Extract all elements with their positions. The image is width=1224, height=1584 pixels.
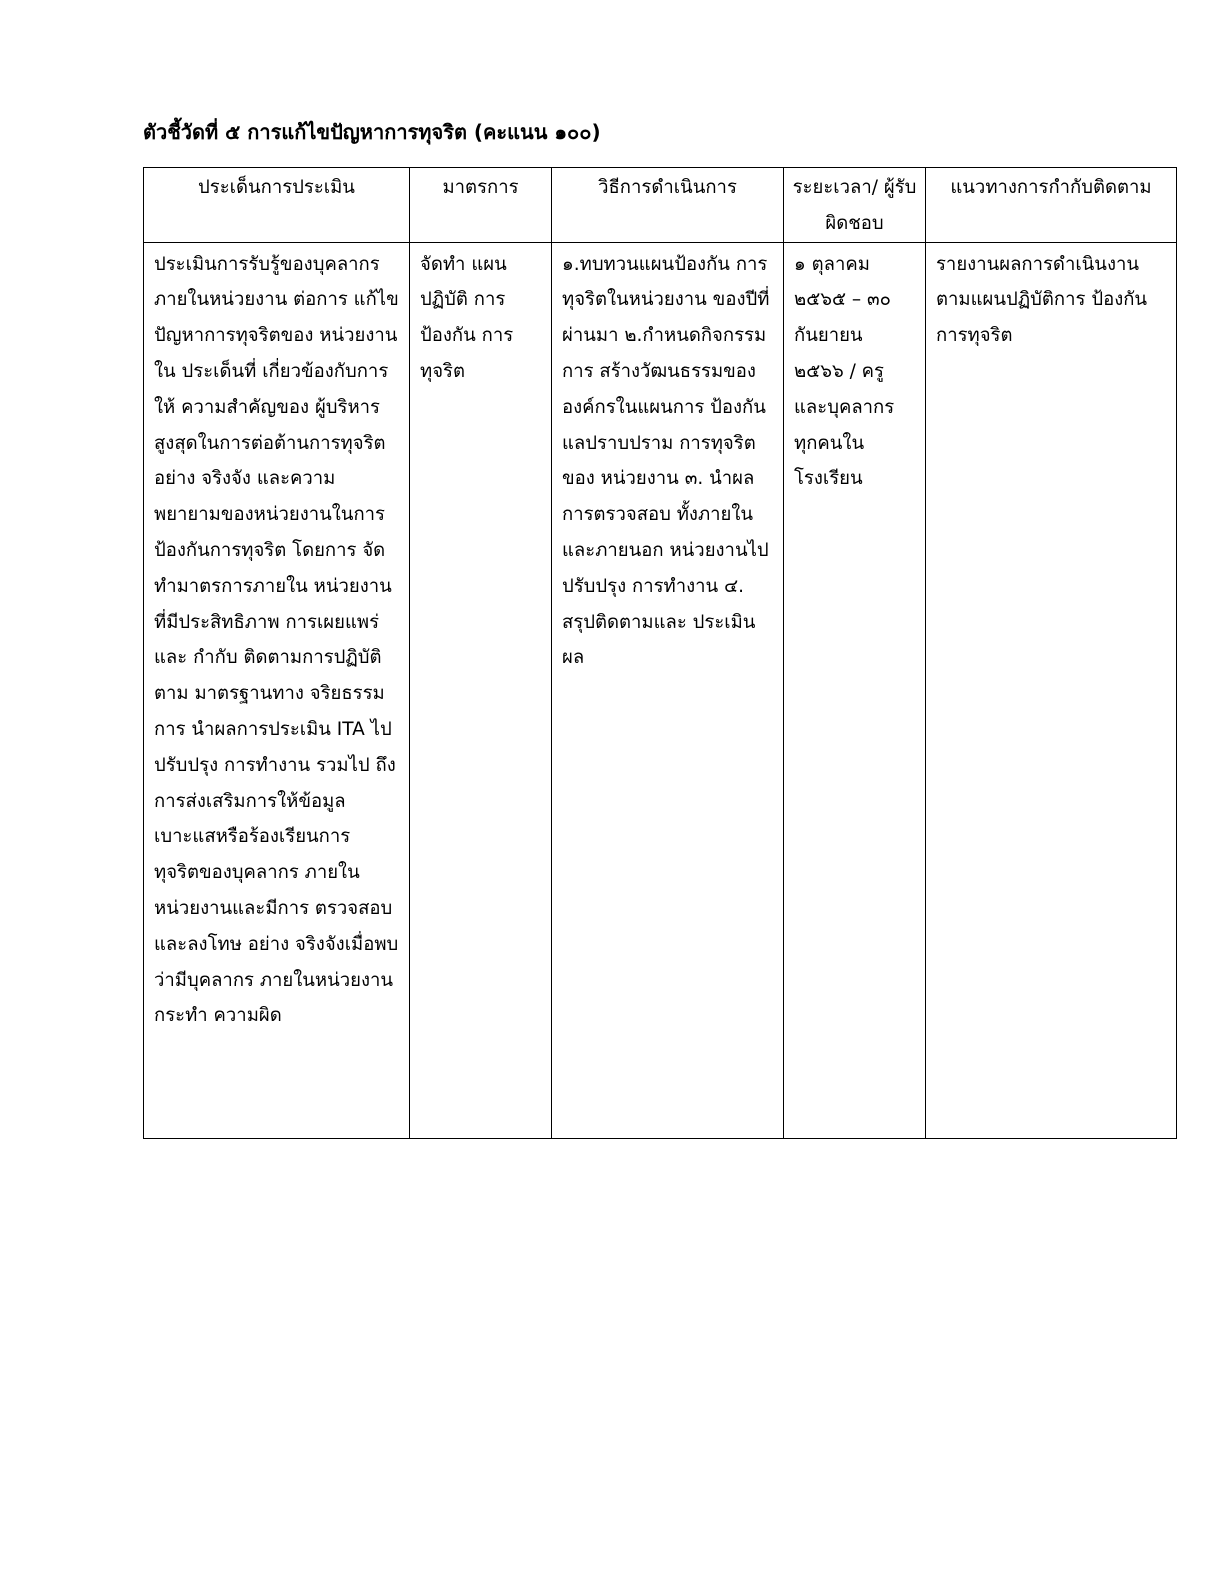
- cell-method: ๑.ทบทวนแผนป้องกัน การทุจริตในหน่วยงาน ของปีที่ผ่านมา ๒.กำหนดกิจกรรมการ สร้างวัฒนธรรมของ องค์กรในแผนการ ป้องกันแลปราบปราม การทุจริตของ หน่วยงาน ๓. นำผลการตรวจสอบ ทั้งภายในและภายนอก หน่วยงานไป ปรับปรุง การทำงาน ๔. สรุปติดตามและ ประเมินผล: [552, 242, 784, 1138]
- header-monitoring: แนวทางการกำกับติดตาม: [926, 168, 1177, 243]
- page-title: ตัวชี้วัดที่ ๕ การแก้ไขปัญหาการทุจริต (คะแนน ๑๐๐): [143, 120, 601, 144]
- cell-period-responsible: ๑ ตุลาคม ๒๕๖๕ – ๓๐ กันยายน ๒๕๖๖ / ครู และบุคลากร ทุกคนใน โรงเรียน: [784, 242, 926, 1138]
- cell-measure: จัดทำ แผนปฏิบัติ การ ป้องกัน การทุจริต: [410, 242, 552, 1138]
- table-header-row: [144, 168, 1177, 243]
- header-assessment-issue: ประเด็นการประเมิน: [144, 168, 410, 243]
- header-measure: มาตรการ: [410, 168, 552, 243]
- header-period-responsible-text: ระยะเวลา/ ผู้รับผิดชอบ: [792, 177, 917, 234]
- cell-monitoring: รายงานผลการดำเนินงาน ตามแผนปฏิบัติการ ป้องกัน การทุจริต: [926, 242, 1177, 1138]
- table-row: [144, 242, 1177, 1138]
- header-period-responsible: [784, 168, 926, 243]
- indicator-table: [143, 167, 1177, 1139]
- cell-assessment-issue: ประเมินการรับรู้ของบุคลากร ภายในหน่วยงาน ต่อการ แก้ไขปัญหาการทุจริตของ หน่วยงาน ใน ประเด็นที่ เกี่ยวข้องกับการ ให้ ความสำคัญของ ผู้บริหาร สูงสุดในการต่อต้านการทุจริต อย่าง จริงจัง และความ พยายามของหน่วยงานในการ ป้องกันการทุจริต โดยการ จัดทำมาตรการภายใน หน่วยงานที่มีประสิทธิภาพ การเผยแพร่และ กำกับ ติดตามการปฏิบัติตาม มาตรฐานทาง จริยธรรม การ นำผลการประเมิน ITA ไป ปรับปรุง การทำงาน รวมไป ถึงการส่งเสริมการให้ข้อมูล เบาะแสหรือร้องเรียนการ ทุจริตของบุคลากร ภายใน หน่วยงานและมีการ ตรวจสอบและลงโทษ อย่าง จริงจังเมื่อพบว่ามีบุคลากร ภายในหน่วยงาน กระทำ ความผิด: [144, 242, 410, 1138]
- header-method: วิธีการดำเนินการ: [552, 168, 784, 243]
